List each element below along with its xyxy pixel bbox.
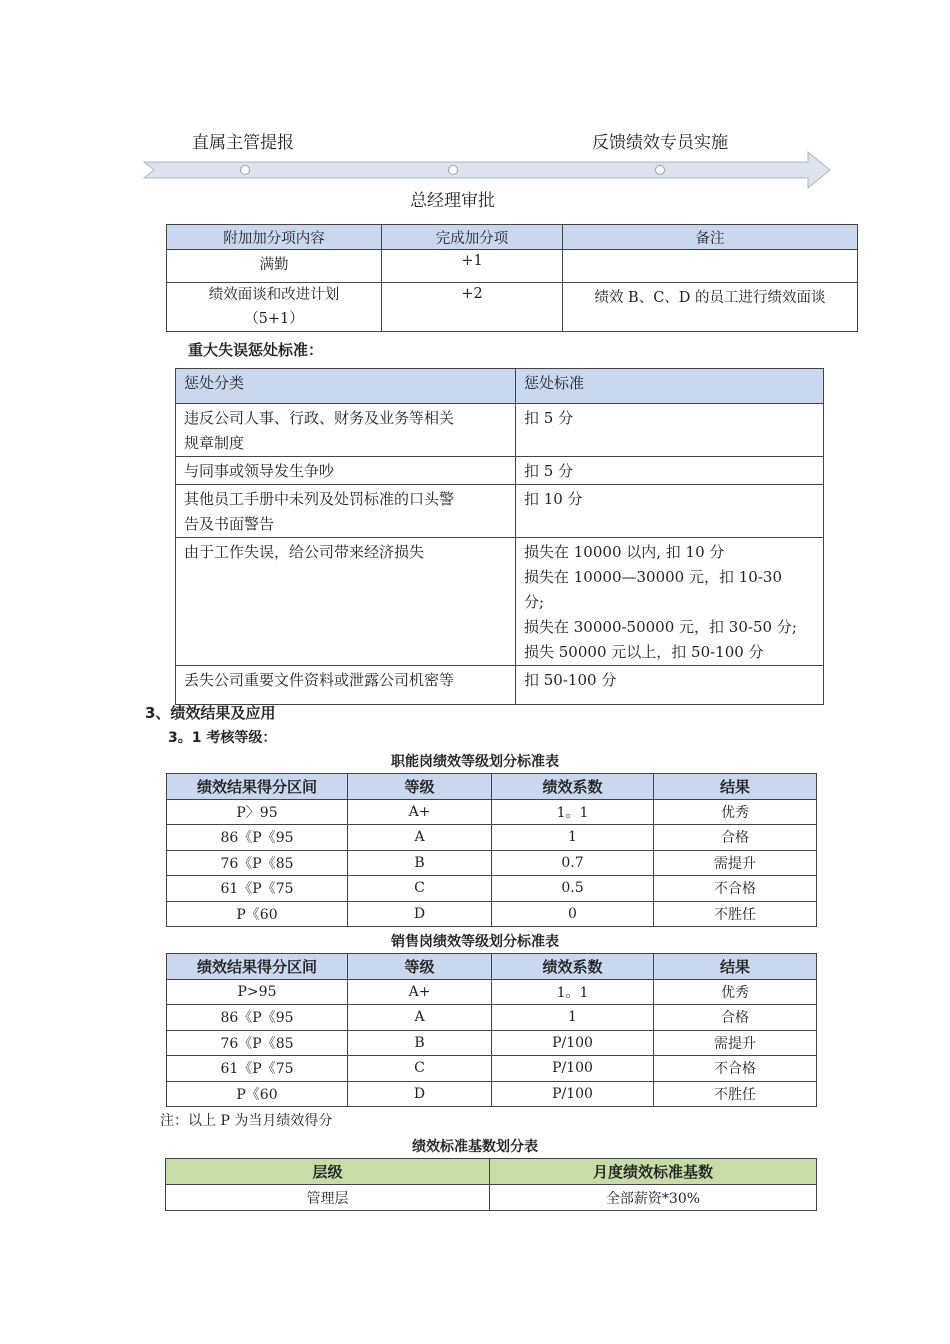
cell-result: 需提升 — [654, 1030, 817, 1056]
cell-base: 全部薪资*30% — [490, 1185, 817, 1211]
penalty-category-line: 其他员工手册中未列及处罚标准的口头警 — [184, 490, 455, 508]
performance-base-table — [165, 1158, 817, 1211]
base-header-row — [166, 1159, 817, 1185]
table-row — [167, 876, 817, 902]
col-header-result: 结果 — [654, 954, 817, 980]
penalty-standard — [516, 404, 824, 457]
col-header-level: 层级 — [166, 1159, 490, 1185]
cell-grade: D — [348, 901, 492, 927]
cell-coefficient: 0 — [492, 901, 654, 927]
process-flow-arrow — [140, 148, 840, 190]
col-header-coefficient: 绩效系数 — [492, 954, 654, 980]
bonus-item-line1: 绩效面谈和改进计划 — [208, 287, 340, 303]
flow-step-2: 总经理审批 — [410, 191, 495, 211]
bonus-item-line2: （5+1） — [244, 311, 304, 327]
cell-result: 不胜任 — [654, 901, 817, 927]
sales-grade-table — [166, 953, 817, 1107]
cell-score-range: 76《P《85 — [167, 850, 348, 876]
functional-header-row — [167, 774, 817, 800]
cell-result: 需提升 — [654, 850, 817, 876]
table-row — [167, 850, 817, 876]
cell-result: 不合格 — [654, 1056, 817, 1082]
cell-grade: C — [348, 1056, 492, 1082]
col-header-result: 结果 — [654, 774, 817, 800]
flow-step-1: 直属主管提报 — [192, 133, 294, 153]
table-row — [167, 1056, 817, 1082]
penalty-category — [176, 404, 516, 457]
flow-node-3 — [656, 166, 665, 175]
penalty-standard — [516, 485, 824, 538]
bonus-note: 绩效 B、C、D 的员工进行绩效面谈 — [563, 283, 858, 332]
penalty-header-row — [176, 369, 824, 404]
sales-table-title: 销售岗绩效等级划分标准表 — [391, 934, 559, 950]
penalty-standard-line: 损失在 30000-50000 元，扣 30-50 分; — [524, 618, 797, 636]
penalty-category — [176, 666, 516, 705]
cell-coefficient: 0.7 — [492, 850, 654, 876]
bonus-header-row — [167, 225, 858, 250]
functional-table-title: 职能岗绩效等级划分标准表 — [391, 754, 559, 770]
cell-grade: B — [348, 850, 492, 876]
penalty-standard — [516, 457, 824, 485]
penalty-standard-line: 扣 50-100 分 — [524, 671, 617, 689]
penalty-standard-line: 扣 5 分 — [524, 462, 574, 480]
table-row — [167, 1081, 817, 1107]
cell-score-range: 86《P《95 — [167, 1005, 348, 1031]
score-note: 注：以上 P 为当月绩效得分 — [160, 1113, 333, 1129]
cell-result: 优秀 — [654, 799, 817, 825]
table-row — [167, 1005, 817, 1031]
col-header-base: 月度绩效标准基数 — [490, 1159, 817, 1185]
penalty-category — [176, 457, 516, 485]
table-row — [176, 404, 824, 457]
penalty-category-line: 违反公司人事、行政、财务及业务等相关 — [184, 409, 455, 427]
cell-coefficient: P/100 — [492, 1056, 654, 1082]
cell-score-range: P《60 — [167, 901, 348, 927]
penalty-standard-line: 扣 5 分 — [524, 409, 574, 427]
bonus-table — [166, 224, 858, 332]
cell-score-range: P《60 — [167, 1081, 348, 1107]
flow-node-1 — [241, 166, 250, 175]
penalty-standard — [516, 666, 824, 705]
col-header-score-range: 绩效结果得分区间 — [167, 774, 348, 800]
table-row — [167, 1030, 817, 1056]
bonus-item — [167, 250, 382, 283]
penalty-standard-line: 损失在 10000—30000 元，扣 10-30 — [524, 568, 782, 586]
cell-score-range: 61《P《75 — [167, 876, 348, 902]
bonus-header-score: 完成加分项 — [382, 225, 563, 250]
cell-coefficient: P/100 — [492, 1030, 654, 1056]
cell-grade: A — [348, 825, 492, 851]
cell-coefficient: 1 — [492, 825, 654, 851]
cell-result: 合格 — [654, 825, 817, 851]
penalty-category-line: 丢失公司重要文件资料或泄露公司机密等 — [184, 671, 455, 689]
table-row — [167, 250, 858, 283]
section-3-title: 3、绩效结果及应用 — [145, 704, 276, 722]
penalty-standard-line: 扣 10 分 — [524, 490, 583, 508]
penalty-category — [176, 538, 516, 666]
penalty-standard-line: 损失在 10000 以内, 扣 10 分 — [524, 543, 725, 561]
cell-result: 优秀 — [654, 979, 817, 1005]
functional-grade-table — [166, 773, 817, 927]
cell-coefficient: 1。1 — [492, 979, 654, 1005]
penalty-header-category: 惩处分类 — [176, 369, 516, 404]
col-header-coefficient: 绩效系数 — [492, 774, 654, 800]
table-row — [176, 666, 824, 705]
table-row — [167, 979, 817, 1005]
penalty-standard — [516, 538, 824, 666]
sales-header-row — [167, 954, 817, 980]
penalty-table — [175, 368, 824, 705]
cell-score-range: 86《P《95 — [167, 825, 348, 851]
cell-result: 不胜任 — [654, 1081, 817, 1107]
cell-grade: A — [348, 1005, 492, 1031]
penalty-header-standard: 惩处标准 — [516, 369, 824, 404]
penalty-category-line: 告及书面警告 — [184, 515, 275, 533]
table-row — [167, 799, 817, 825]
bonus-score: +2 — [382, 283, 563, 332]
base-table-title: 绩效标准基数划分表 — [412, 1139, 538, 1155]
cell-grade: A+ — [348, 979, 492, 1005]
cell-coefficient: 1 — [492, 1005, 654, 1031]
cell-grade: A+ — [348, 799, 492, 825]
cell-score-range: 76《P《85 — [167, 1030, 348, 1056]
section-3-1-title: 3。1 考核等级： — [168, 730, 277, 746]
cell-score-range: P>95 — [167, 979, 348, 1005]
penalty-standard-line: 分; — [524, 593, 545, 611]
table-row — [167, 825, 817, 851]
cell-score-range: P〉95 — [167, 799, 348, 825]
bonus-header-note: 备注 — [563, 225, 858, 250]
table-row — [166, 1185, 817, 1211]
penalty-category — [176, 485, 516, 538]
cell-grade: B — [348, 1030, 492, 1056]
cell-coefficient: P/100 — [492, 1081, 654, 1107]
col-header-grade: 等级 — [348, 954, 492, 980]
penalty-category-line: 由于工作失误，给公司带来经济损失 — [184, 543, 425, 561]
table-row — [176, 457, 824, 485]
penalty-title: 重大失误惩处标准： — [188, 341, 324, 359]
flow-node-2 — [449, 166, 458, 175]
penalty-standard-line: 损失 50000 元以上，扣 50-100 分 — [524, 643, 764, 661]
bonus-header-item: 附加加分项内容 — [167, 225, 382, 250]
table-row — [176, 538, 824, 666]
table-row — [167, 283, 858, 332]
col-header-score-range: 绩效结果得分区间 — [167, 954, 348, 980]
cell-result: 不合格 — [654, 876, 817, 902]
cell-result: 合格 — [654, 1005, 817, 1031]
table-row — [176, 485, 824, 538]
cell-grade: C — [348, 876, 492, 902]
flow-step-3: 反馈绩效专员实施 — [592, 133, 728, 153]
bonus-item-text: 满勤 — [259, 257, 289, 273]
cell-level: 管理层 — [166, 1185, 490, 1211]
bonus-item — [167, 283, 382, 332]
bonus-note — [563, 250, 858, 283]
bonus-score: +1 — [382, 250, 563, 283]
cell-score-range: 61《P《75 — [167, 1056, 348, 1082]
col-header-grade: 等级 — [348, 774, 492, 800]
table-row — [167, 901, 817, 927]
cell-coefficient: 1。1 — [492, 799, 654, 825]
penalty-category-line: 规章制度 — [184, 434, 245, 452]
cell-grade: D — [348, 1081, 492, 1107]
cell-coefficient: 0.5 — [492, 876, 654, 902]
penalty-category-line: 与同事或领导发生争吵 — [184, 462, 335, 480]
